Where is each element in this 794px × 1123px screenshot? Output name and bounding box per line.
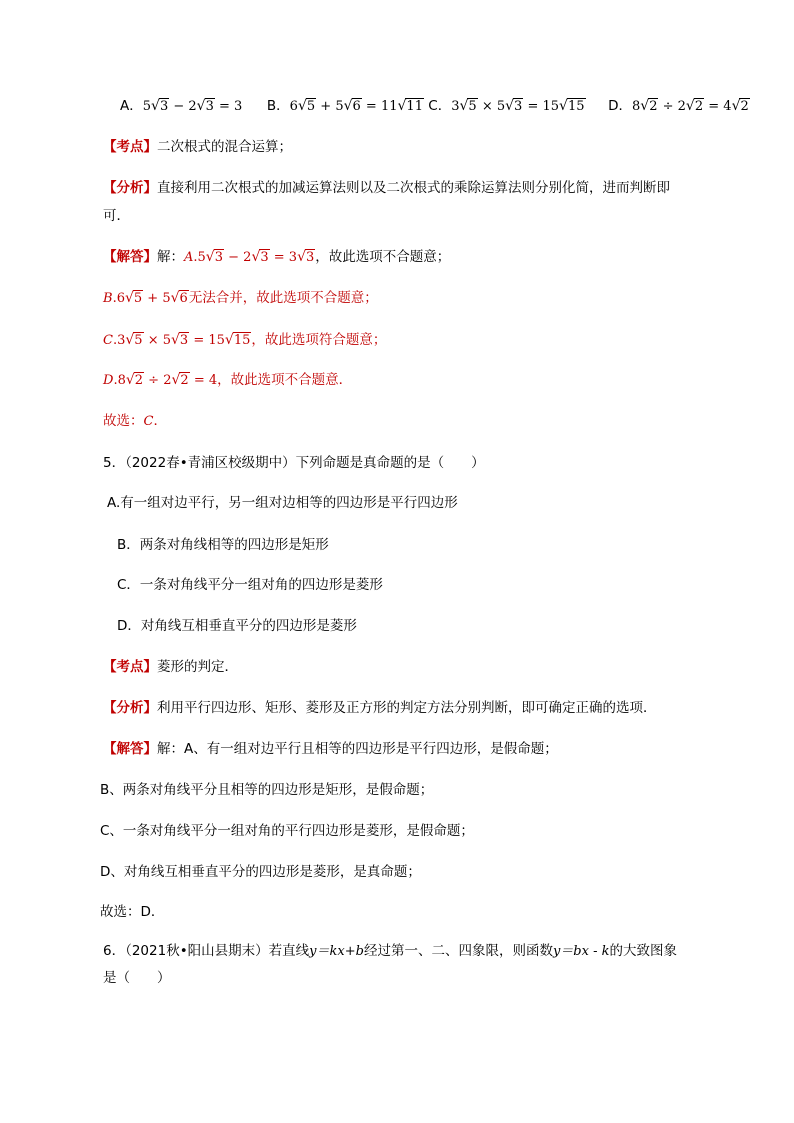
q5-fenxi: 【分析】利用平行四边形、矩形、菱形及正方形的判定方法分别判断，即可确定正确的选项． [103, 700, 657, 716]
q4-fenxi-line1: 【分析】直接利用二次根式的加减运算法则以及二次根式的乘除运算法则分别化简，进而判断即 [103, 180, 670, 196]
q5-jieda-a: 【解答】解：A、有一组对边平行且相等的四边形是平行四边形，是假命题； [103, 741, 558, 757]
q4-answer: 故选：C． [103, 413, 167, 429]
q5-option-b: B．两条对角线相等的四边形是矩形 [117, 537, 329, 553]
q5-stem: 5．（2022春•青浦区校级期中）下列命题是真命题的是（ ） [103, 455, 485, 471]
q5-kaodian: 【考点】菱形的判定． [103, 659, 238, 675]
q4-fenxi-line2: 可． [103, 208, 130, 224]
q4-option-b: B．6√5 + 5√6 = 11√11 [266, 98, 423, 114]
q5-option-a: A.有一组对边平行，另一组对边相等的四边形是平行四边形 [107, 495, 458, 511]
q6-stem-line1: 6．（2021秋•阳山县期末）若直线y＝kx+b经过第一、二、四象限，则函数y＝bx - k的大致图象 [103, 943, 677, 959]
q4-jieda-b: B.6√5 + 5√6无法合并，故此选项不合题意； [103, 290, 378, 306]
q5-jieda-b: B、两条对角线平分且相等的四边形是矩形，是假命题； [100, 782, 434, 798]
q4-kaodian: 【考点】二次根式的混合运算； [103, 139, 292, 155]
q4-option-d: D．8√2 ÷ 2√2 = 4√2 [608, 98, 749, 114]
q4-option-a: A．5√3 − 2√3 = 3 [120, 98, 243, 114]
q5-option-c: C．一条对角线平分一组对角的四边形是菱形 [117, 577, 383, 593]
q5-jieda-c: C、一条对角线平分一组对角的平行四边形是菱形，是假命题； [100, 823, 474, 839]
q4-options [120, 96, 750, 117]
q5-option-d: D．对角线互相垂直平分的四边形是菱形 [117, 618, 357, 634]
q4-jieda-c: C.3√5 × 5√3 = 15√15，故此选项符合题意； [103, 332, 387, 348]
q5-jieda-d: D、对角线互相垂直平分的四边形是菱形，是真命题； [100, 864, 421, 880]
q4-option-c: C．3√5 × 5√3 = 15√15 [428, 98, 585, 114]
q4-jieda-d: D.8√2 ÷ 2√2 = 4，故此选项不合题意． [103, 372, 353, 388]
q5-answer: 故选：D． [100, 904, 165, 920]
q6-stem-line2: 是（ ） [103, 970, 171, 986]
q4-jieda-a: 【解答】解：A.5√3 − 2√3 = 3√3，故此选项不合题意； [103, 249, 451, 265]
